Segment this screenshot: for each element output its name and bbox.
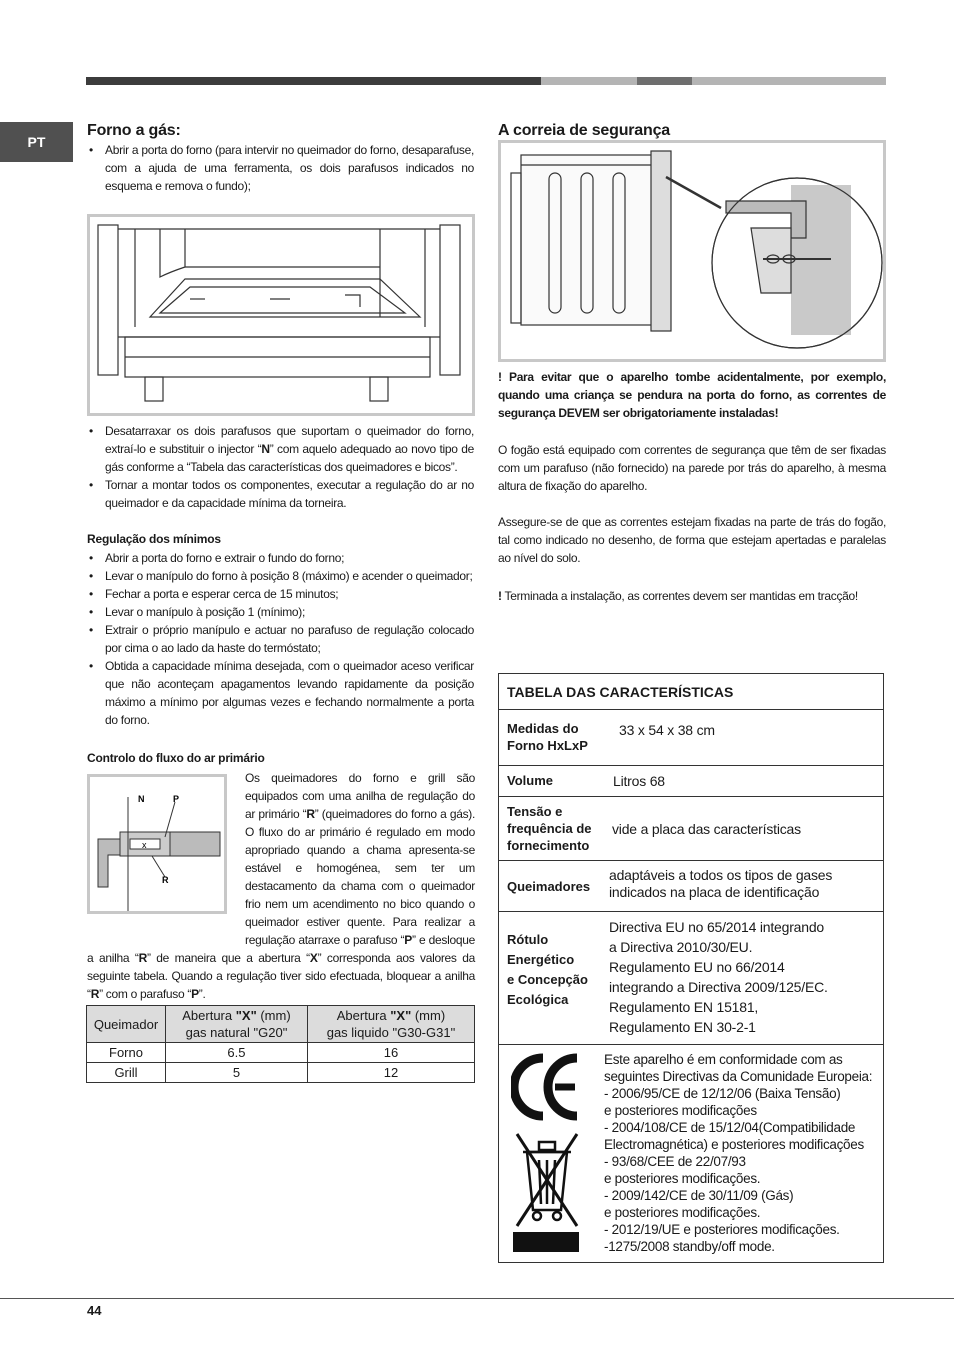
header-bar-mid	[637, 77, 692, 85]
list-item: • Levar o manípulo do forno à posição 8 (máximo) e acender o queimador;	[87, 567, 474, 585]
table-title: TABELA DAS CARACTERÍSTICAS	[507, 684, 734, 700]
table-header-row	[87, 1006, 475, 1043]
gas-oven-title: Forno a gás:	[87, 122, 181, 139]
bullet-reassemble: • Tornar a montar todos os componentes, executar a regulação do ar no queimador e da capacidade mínima da torneira.	[87, 476, 474, 512]
oven-interior-illustration	[87, 214, 475, 416]
list-item: • Obtida a capacidade mínima desejada, com o queimador aceso verificar que não aconteçam apagamentos levando rapidamente da posição máximo a mínimo por algumas vezes e fechando normalmente a porta do forno.	[87, 657, 474, 729]
bullet-replace-injector: • Desatarraxar os dois parafusos que suportam o queimador do forno, extraí-lo e substituir o injector “N” com aquelo adequado ao novo tipo de gás conforme a “Tabela das características dos queimadores e bicos”.	[87, 422, 474, 476]
tension-warning: ! Terminada a instalação, as correntes devem ser mantidas em tracção!	[498, 589, 858, 603]
list-item: • Levar o manípulo à posição 1 (mínimo);	[87, 603, 474, 621]
header-bar-light	[541, 77, 637, 85]
safety-warning: ! Para evitar que o aparelho tombe acidentalmente, por exemplo, quando uma criança se pendura na porta do forno, as correntes de segurança DEVEM ser obrigatoriamente instaladas!	[498, 370, 886, 420]
primary-air-title: Controlo do fluxo do ar primário	[87, 751, 265, 765]
table-cell: 12	[307, 1063, 474, 1083]
label-x: x	[142, 840, 147, 850]
language-tab: PT	[0, 122, 73, 162]
table-cell: Grill	[87, 1063, 166, 1083]
table-title-row	[499, 674, 883, 710]
safety-chain-title: A correia de segurança	[498, 122, 670, 139]
page-number: 44	[87, 1303, 102, 1318]
table-cell: Forno	[87, 1043, 166, 1063]
procedure-bullet-list	[87, 422, 474, 512]
row-value: adaptáveis a todos os tipos de gases indicados na placa de identificação	[609, 867, 833, 900]
label-p: P	[173, 794, 180, 804]
oven-drawing	[90, 217, 472, 413]
row-label: Queimadores	[507, 879, 591, 894]
primary-air-text: Os queimadores do forno e grill são equipados com uma anilha de regulação do ar primário “R” (queimadores do forno a gás). O fluxo do ar primário é regulado em modo apropriado quando a chama apresenta-se estável e homogénea, sem ter um destacamento da chama com o queimador frio nem um acendimento no bico quando o queimador estiver quente. Para realizar a regulação atarraxe o parafuso “P” e desloque a anilha “R” de maneira que a abertura “X” corresponda aos valores da seguinte tabela. Quando a regulação tiver sido efectuada, bloquear a anilha “R” com o parafuso “P”.	[87, 771, 476, 1001]
row-label: Volume	[507, 773, 553, 788]
ec-conformity-text: Este aparelho é em conformidade com as seguintes Directivas da Comunidade Europeia: - 2006/95/CE de 12/12/06 (Baixa Tensão) e posteriores modificações - 2004/108/CE de 15/12/04(Compatibilidade Electromagnética) e posteriores modificações - 93/68/CEE de 22/07/93 e posteriores modificações. - 2009/142/CE de 30/11/09 (Gás) e posteriores modificações. - 2012/19/UE e posteriores modificações. -1275/2008 standby/off mode.	[604, 1052, 873, 1254]
header-lpg: Abertura "X" (mm) gas liquido "G30-G31"	[307, 1006, 474, 1043]
header-natural-gas: Abertura "X" (mm) gas natural "G20"	[166, 1006, 308, 1043]
table-cell: 6.5	[166, 1043, 308, 1063]
row-value: 33 x 54 x 38 cm	[619, 722, 715, 738]
list-item: • Abrir a porta do forno e extrair o fundo do forno;	[87, 549, 474, 567]
safety-chain-illustration	[498, 140, 886, 362]
intro-bullet-list	[87, 141, 474, 195]
safety-paragraph-1: O fogão está equipado com correntes de segurança que têm de ser fixadas com um parafuso (não fornecido) na parede por trás do aparelho, à mesma altura de fixação do aparelho.	[498, 443, 886, 493]
intro-bullet: • Abrir a porta do forno (para intervir no queimador do forno, desaparafuse, com a ajuda de uma ferramenta, os dois parafusos indicados no esquema e remova o fundo);	[87, 141, 474, 195]
list-item: • Fechar a porta e esperar cerca de 15 minutos;	[87, 585, 474, 603]
list-item: • Extrair o próprio manípulo e actuar no parafuso de regulação colocado por cima o ao lado da haste do termóstato;	[87, 621, 474, 657]
table-row	[499, 766, 883, 797]
table-row	[87, 1063, 475, 1083]
ce-mark-icon	[511, 1052, 581, 1122]
table-row	[499, 861, 883, 912]
table-cell: 16	[307, 1043, 474, 1063]
footer-rule	[0, 1298, 954, 1299]
table-row	[499, 797, 883, 861]
safety-chain-drawing	[501, 143, 883, 359]
row-label: Medidas do Forno HxLxP	[507, 721, 588, 753]
label-r: R	[162, 875, 169, 885]
air-opening-table	[86, 1005, 475, 1083]
safety-paragraph-2: Assegure-se de que as correntes estejam fixadas na parte de trás do fogão, tal como indicado no desenho, de forma que estejam apertadas e paralelas ao nível do solo.	[498, 515, 886, 565]
header-bar-dark	[86, 77, 541, 85]
row-label: Rótulo Energético e Concepção Ecológica	[507, 932, 588, 1007]
header-bar-light-2	[692, 77, 886, 85]
minimum-adjust-list	[87, 549, 474, 729]
weee-bin-icon	[513, 1130, 581, 1254]
row-label: Tensão e frequência de fornecimento	[507, 804, 592, 853]
row-value: vide a placa das características	[612, 821, 801, 837]
minimum-adjust-title: Regulação dos mínimos	[87, 532, 221, 546]
row-value: Litros 68	[613, 773, 665, 789]
table-row	[87, 1043, 475, 1063]
label-n: N	[138, 794, 145, 804]
header-burner: Queimador	[87, 1006, 166, 1043]
table-row	[499, 912, 883, 1045]
table-row	[499, 710, 883, 766]
row-value: Directiva EU no 65/2014 integrando a Directiva 2010/30/EU. Regulamento EU no 66/2014 integrando a Directiva 2009/125/EC. Regulamento EN 15181, Regulamento EN 30-2-1	[609, 919, 828, 1035]
table-cell: 5	[166, 1063, 308, 1083]
